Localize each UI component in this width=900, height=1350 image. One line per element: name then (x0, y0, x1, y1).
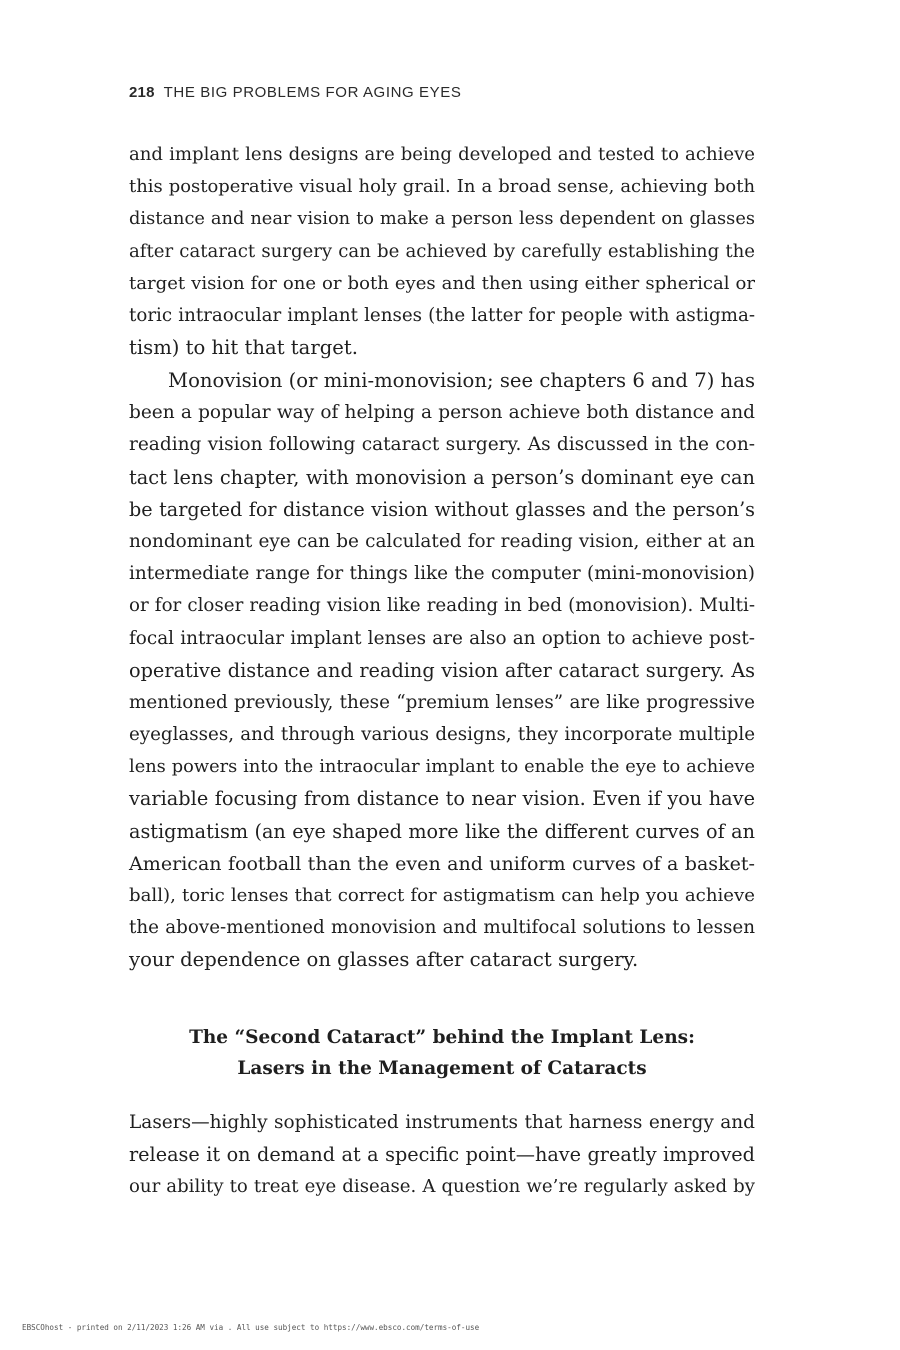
text-line: our ability to treat eye disease. A question we’re regularly asked by (129, 1176, 755, 1198)
running-head-title: THE BIG PROBLEMS FOR AGING EYES (163, 84, 462, 101)
footer-notice: EBSCOhost - printed on 2/11/2023 1:26 AM via . All use subject to https://www.ebsco.com/terms-of-use (22, 1323, 480, 1332)
section-heading-line-1: The “Second Cataract” behind the Implant Lens: (189, 1027, 695, 1048)
text-line: reading vision following cataract surgery. As discussed in the con- (129, 434, 755, 456)
text-line: and implant lens designs are being developed and tested to achieve (129, 144, 755, 165)
text-line: or for closer reading vision like reading in bed (monovision). Multi- (129, 595, 755, 617)
text-line: distance and near vision to make a person less dependent on glasses (129, 208, 755, 230)
text-line: the above-mentioned monovision and multifocal solutions to lessen (129, 917, 755, 939)
text-line: tism) to hit that target. (129, 336, 358, 360)
text-line: focal intraocular implant lenses are also an option to achieve post- (129, 627, 755, 649)
text-line: this postoperative visual holy grail. In a broad sense, achieving both (129, 176, 755, 198)
paragraph-3 (129, 1107, 755, 1204)
section-heading-line-2: Lasers in the Management of Cataracts (237, 1058, 647, 1079)
paragraph-2 (129, 365, 755, 977)
text-line: be targeted for distance vision without glasses and the person’s (129, 497, 755, 521)
paragraph-1 (129, 139, 755, 364)
text-line: operative distance and reading vision after cataract surgery. As (129, 658, 755, 682)
text-line: variable focusing from distance to near vision. Even if you have (129, 787, 755, 811)
text-line: intermediate range for things like the computer (mini-monovision) (129, 563, 755, 585)
section-heading (129, 1022, 755, 1084)
text-line: release it on demand at a specific point—have greatly improved (129, 1143, 755, 1167)
text-line: nondominant eye can be calculated for reading vision, either at an (129, 530, 755, 552)
text-line: toric intraocular implant lenses (the latter for people with astigma- (129, 304, 755, 326)
text-line: your dependence on glasses after cataract surgery. (129, 948, 639, 972)
text-line: lens powers into the intraocular implant to enable the eye to achieve (129, 756, 755, 778)
text-line: been a popular way of helping a person achieve both distance and (129, 402, 755, 424)
text-line: ball), toric lenses that correct for astigmatism can help you achieve (129, 885, 755, 906)
text-line: astigmatism (an eye shaped more like the different curves of an (129, 819, 755, 843)
text-line: American football than the even and uniform curves of a basket- (129, 852, 755, 875)
text-line: Lasers—highly sophisticated instruments that harness energy and (129, 1112, 755, 1133)
text-line: eyeglasses, and through various designs, they incorporate multiple (129, 724, 755, 746)
text-line: after cataract surgery can be achieved by carefully establishing the (129, 240, 755, 262)
running-head (129, 84, 461, 101)
text-line: Monovision (or mini-monovision; see chapters 6 and 7) has (168, 369, 755, 392)
page-number: 218 (129, 84, 155, 101)
text-line: mentioned previously, these “premium lenses” are like progressive (129, 691, 755, 713)
text-line: target vision for one or both eyes and then using either spherical or (129, 272, 755, 294)
text-line: tact lens chapter, with monovision a person’s dominant eye can (129, 465, 755, 489)
